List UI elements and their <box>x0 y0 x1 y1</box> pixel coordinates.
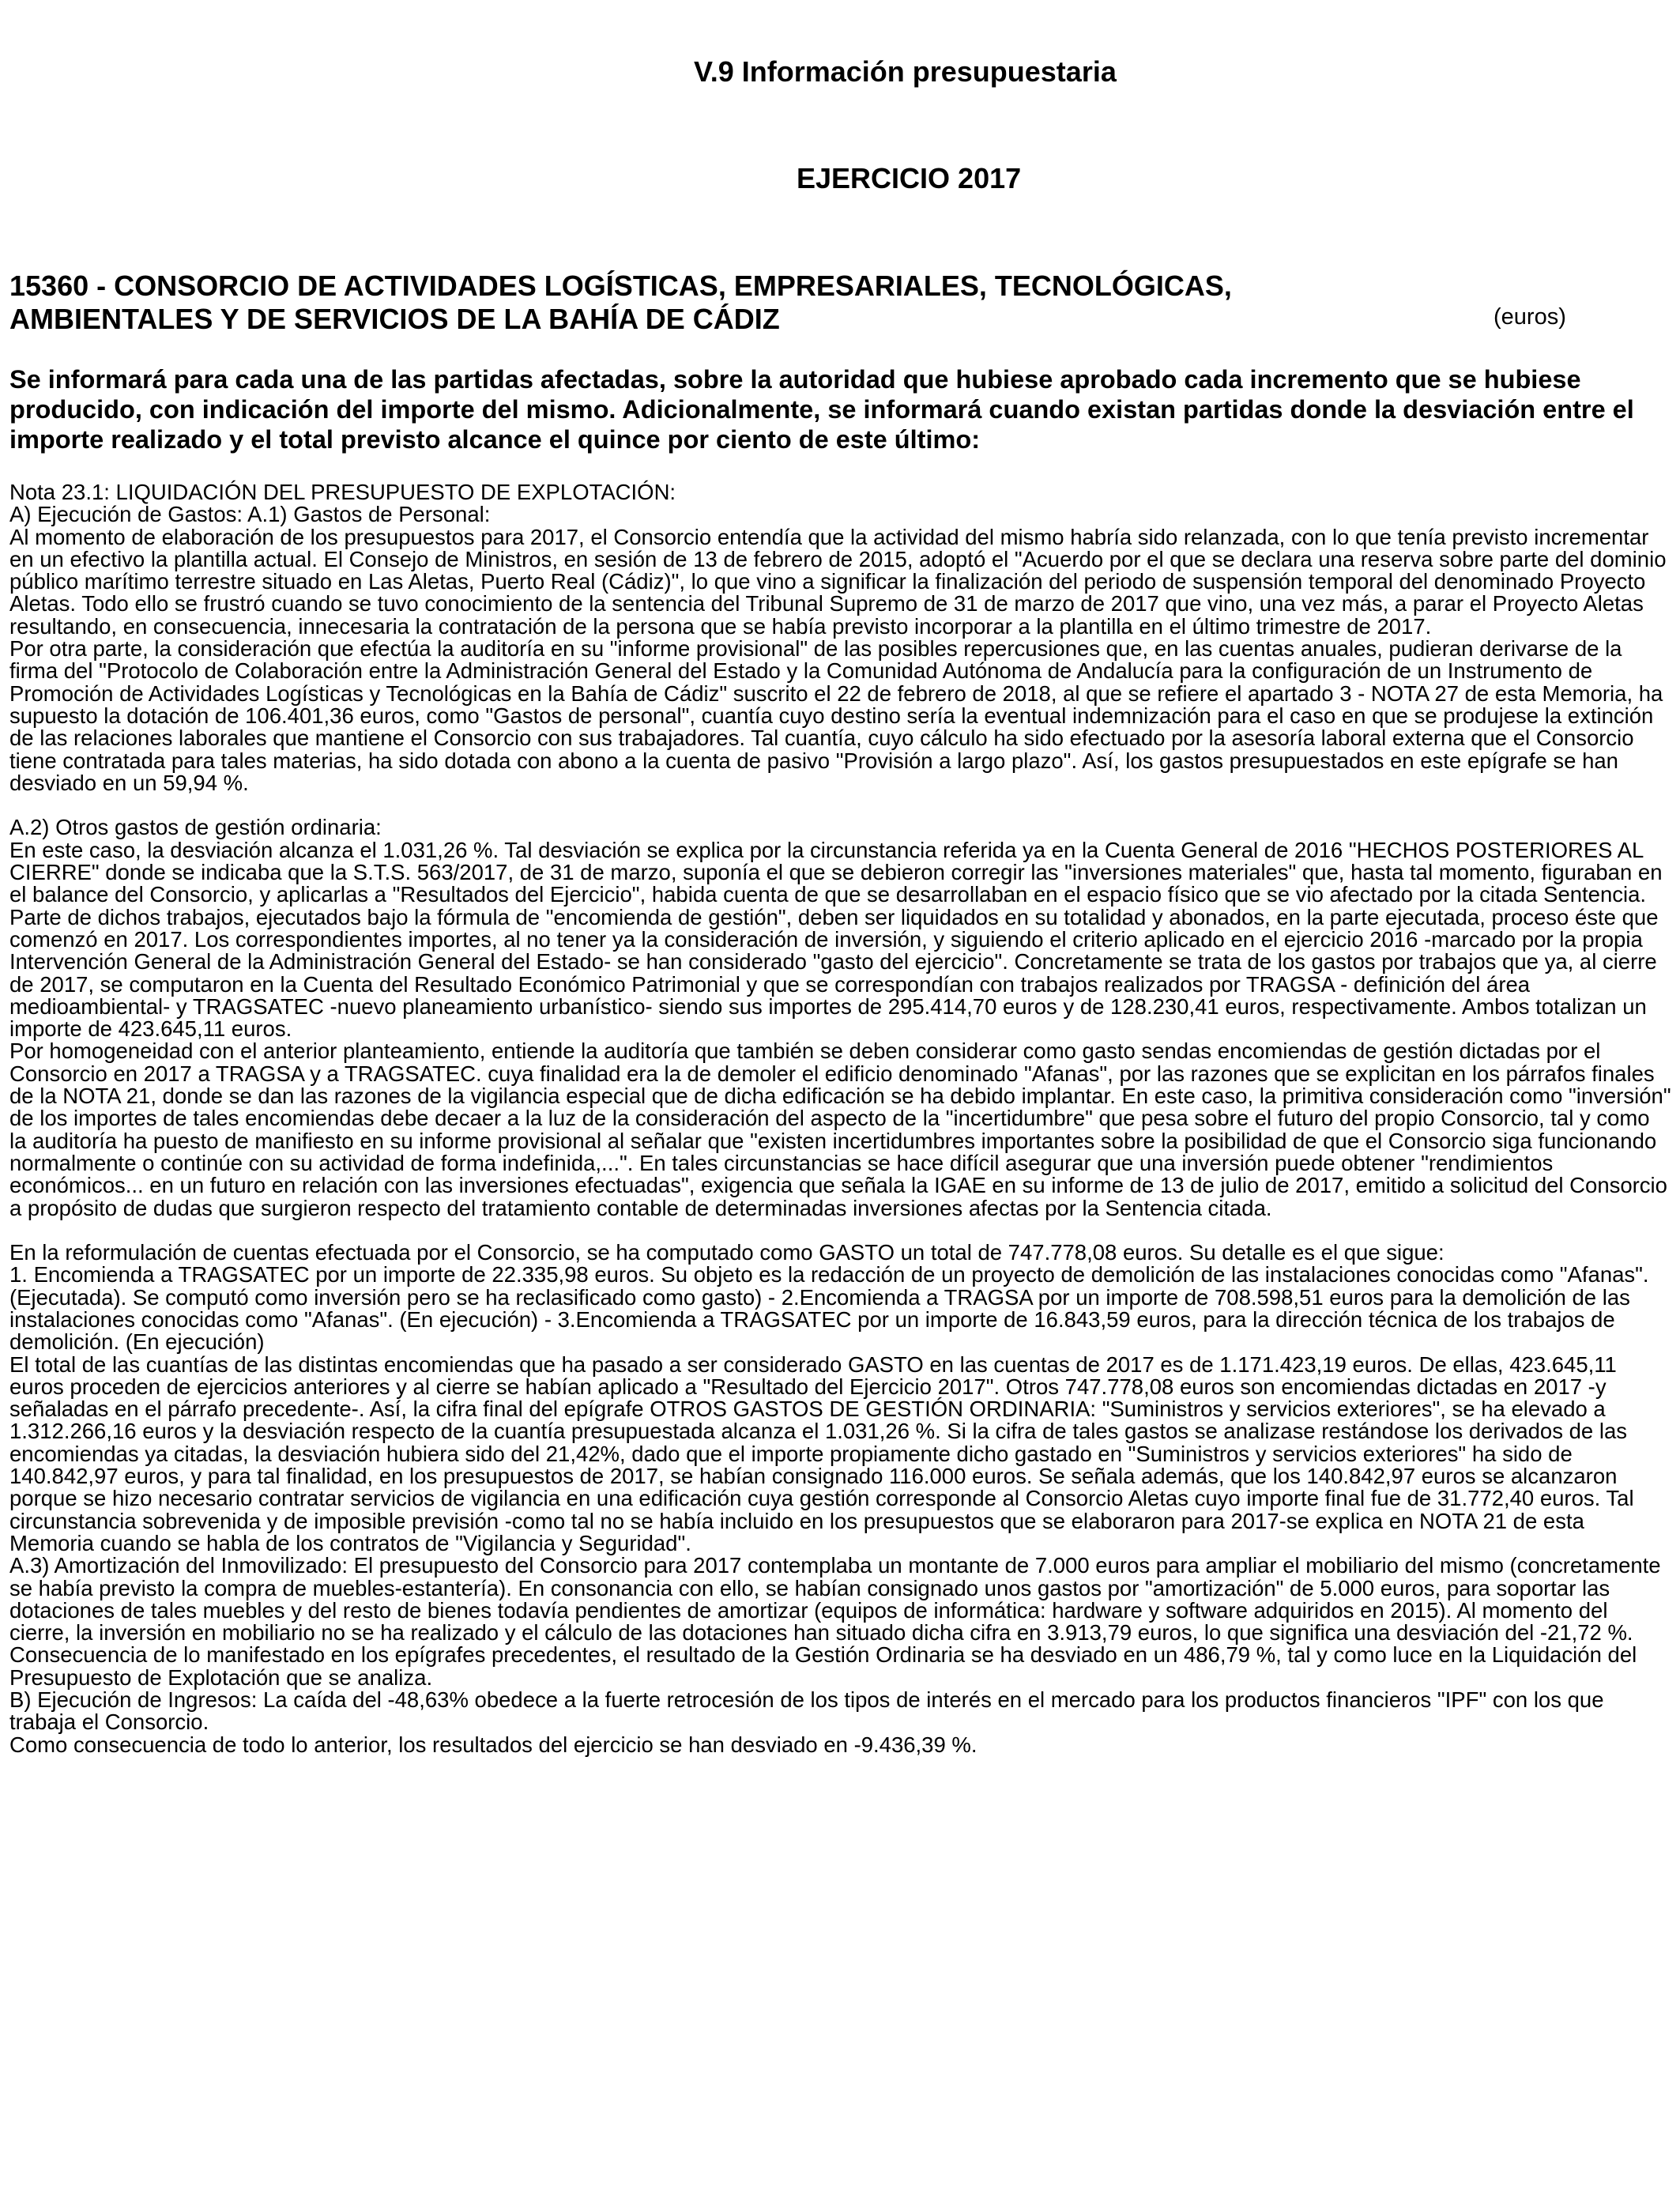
paragraph-audit-provision: Por otra parte, la consideración que efectúa la auditoría en su "informe provisional" de las posibles repercusiones que, en las cuentas anuales, pudieran derivarse de la firma del "Protocolo de Colaboración entre la Administración General del Estado y la Comunidad Autónoma de Andalucía para la configuración de un Instrumento de Promoción de Actividades Logísticas y Tecnológicas en la Bahía de Cádiz" suscrito el 22 de febrero de 2018, al que se refiere el apartado 3 - NOTA 27 de esta Memoria, ha supuesto la dotación de 106.401,36 euros, como "Gastos de personal", cuantía cuyo destino sería la eventual indemnización para el caso en que se produjese la extinción de las relaciones laborales que mantiene el Consorcio con sus trabajadores. Tal cuantía, cuyo cálculo ha sido efectuado por la asesoría laboral externa que el Consorcio tiene contratada para tales materias, ha sido dotada con abono a la cuenta de pasivo "Provisión a largo plazo". Así, los gastos presupuestados en este epígrafe se han desviado en un 59,94 %. <box>9 636 1663 795</box>
budget-notes <box>9 481 1672 1756</box>
fiscal-year-title: EJERCICIO 2017 <box>797 162 1022 194</box>
note-heading: Nota 23.1: LIQUIDACIÓN DEL PRESUPUESTO DE EXPLOTACIÓN: <box>9 480 676 504</box>
entity-name-line-2: AMBIENTALES Y DE SERVICIOS DE LA BAHÍA DE CÁDIZ <box>9 303 780 335</box>
section-title: V.9 Información presupuestaria <box>694 55 1117 88</box>
paragraph-deviation-explanation: En este caso, la desviación alcanza el 1.031,26 %. Tal desviación se explica por la circunstancia referida ya en la Cuenta General de 2016 "HECHOS POSTERIORES AL CIERRE" donde se indicaba que la S.T.S. 563/2017, de 31 de marzo, suponía el que se debieron corregir las "inversiones materiales" que, hasta tal momento, figuraban en el balance del Consorcio, y aplicarlas a "Resultados del Ejercicio", habida cuenta de que se desarrollaban en el espacio físico que se vio afectado por la citada Sentencia. Parte de dichos trabajos, ejecutados bajo la fórmula de "encomienda de gestión", deben ser liquidados en su totalidad y abonados, en la parte ejecutada, proceso éste que comenzó en 2017. Los correspondientes importes, al no tener ya la consideración de inversión, y siguiendo el criterio aplicado en el ejercicio 2016 -marcado por la propia Intervención General de la Administración General del Estado- se han considerado "gasto del ejercicio". Concretamente se trata de los gastos por trabajos que ya, al cierre de 2017, se computaron en la Cuenta del Resultado Económico Patrimonial y que se correspondían con trabajos realizados por TRAGSA - definición del área medioambiental- y TRAGSATEC -nuevo planeamiento urbanístico- siendo sus importes de 295.414,70 euros y de 128.230,41 euros, respectivamente. Ambos totalizan un importe de 423.645,11 euros. <box>9 837 1663 1042</box>
paragraph-amortization: A.3) Amortización del Inmovilizado: El presupuesto del Consorcio para 2017 contemplaba un montante de 7.000 euros para ampliar el mobiliario del mismo (concretamente se había previsto la compra de muebles-estantería). En consonancia con ello, se habían consignado unos gastos por "amortización" de 5.000 euros, para soportar las dotaciones de tales muebles y del resto de bienes todavía pendientes de amortizar (equipos de informática: hardware y software adquiridos en 2015). Al momento del cierre, la inversión en mobiliario no se ha realizado y el cálculo de las dotaciones han situado dicha cifra en 3.913,79 euros, lo que significa una desviación del -21,72 %. Consecuencia de lo manifestado en los epígrafes precedentes, el resultado de la Gestión Ordinaria se ha desviado en un 486,79 %, tal y como luce en la Liquidación del Presupuesto de Explotación que se analiza. <box>9 1553 1661 1690</box>
section-a1-heading: A) Ejecución de Gastos: A.1) Gastos de Personal: <box>9 502 491 527</box>
paragraph-spacer <box>9 1220 1672 1242</box>
paragraph-encomiendas-list: 1. Encomienda a TRAGSATEC por un importe de 22.335,98 euros. Su objeto es la redacción de un proyecto de demolición de las instalaciones conocidas como "Afanas". (Ejecutada). Se computó como inversión pero se ha reclasificado como gasto) - 2.Encomienda a TRAGSA por un importe de 708.598,51 euros para la demolición de las instalaciones conocidas como "Afanas". (En ejecución) - 3.Encomienda a TRAGSATEC por un importe de 16.843,59 euros, para la dirección técnica de los trabajos de demolición. (En ejecución) <box>9 1262 1649 1355</box>
currency-unit-label: (euros) <box>1494 304 1566 330</box>
paragraph-encomiendas-total: El total de las cuantías de las distintas encomiendas que ha pasado a ser considerado GASTO en las cuentas de 2017 es de 1.171.423,19 euros. De ellas, 423.645,11 euros proceden de ejercicios anteriores y al cierre se habían aplicado a "Resultado del Ejercicio 2017". Otros 747.778,08 euros son encomiendas dictadas en 2017 -y señaladas en el párrafo precedente-. Así, la cifra final del epígrafe OTROS GASTOS DE GESTIÓN ORDINARIA: "Suministros y servicios exteriores", se ha elevado a 1.312.266,16 euros y la desviación respecto de la cuantía presupuestada alcanza el 1.031,26 %. Si la cifra de tales gastos se analizase restándose los derivados de las encomiendas ya citadas, la desviación hubiera sido del 21,42%, dado que el importe propiamente dicho gastado en "Suministros y servicios exteriores" ha sido de 140.842,97 euros, y para tal finalidad, en los presupuestos de 2017, se habían consignado 116.000 euros. Se señala además, que los 140.842,97 euros se alcanzaron porque se hizo necesario contratar servicios de vigilancia en una edificación cuya gestión corresponde al Consorcio Aletas cuyo importe final fue de 31.772,40 euros. Tal circunstancia sobrevenida y de imposible previsión -como tal no se había incluido en los presupuestos que se elaboraron para 2017-se explica en NOTA 21 de esta Memoria cuando se habla de los contratos de "Vigilancia y Seguridad". <box>9 1351 1634 1555</box>
paragraph-personnel-budget: Al momento de elaboración de los presupuestos para 2017, el Consorcio entendía que la actividad del mismo habría sido relanzada, con lo que tenía previsto incrementar en un efectivo la plantilla actual. El Consejo de Ministros, en sesión de 13 de febrero de 2015, adoptó el "Acuerdo por el que se declara una reserva sobre parte del dominio público marítimo terrestre situado en Las Aletas, Puerto Real (Cádiz)", lo que vino a significar la finalización del periodo de suspensión temporal del denominado Proyecto Aletas. Todo ello se frustró cuando se tuvo conocimiento de la sentencia del Tribunal Supremo de 31 de marzo de 2017 que vino, una vez más, a parar el Proyecto Aletas resultando, en consecuencia, innecesaria la contratación de la persona que se había previsto incorporar a la plantilla en el último trimestre de 2017. <box>9 524 1667 639</box>
entity-name-line-1: 15360 - CONSORCIO DE ACTIVIDADES LOGÍSTICAS, EMPRESARIALES, TECNOLÓGICAS, <box>9 270 1232 302</box>
paragraph-spacer <box>9 794 1672 816</box>
instructions-paragraph: Se informará para cada una de las partidas afectadas, sobre la autoridad que hubiese aprobado cada incremento que se hubiese producido, con indicación del importe del mismo. Adicionalmente, se informará cuando existan partidas donde la desviación entre el importe realizado y el total previsto alcance el quince por ciento de este último: <box>9 365 1634 454</box>
paragraph-income-execution: B) Ejecución de Ingresos: La caída del -48,63% obedece a la fuerte retrocesión de los tipos de interés en el mercado para los productos financieros "IPF" con los que trabaja el Consorcio. <box>9 1687 1604 1735</box>
paragraph-homogeneity: Por homogeneidad con el anterior planteamiento, entiende la auditoría que también se deben considerar como gasto sendas encomiendas de gestión dictadas por el Consorcio en 2017 a TRAGSA y a TRAGSATEC. cuya finalidad era la de demoler el edificio denominado "Afanas", por las razones que se explicitan en los párrafos finales de la NOTA 21, donde se dan las razones de la vigilancia especial que de dicha edificación se ha debido implantar. En este caso, la primitiva consideración como "inversión" de los importes de tales encomiendas debe decaer a la luz de la consideración del aspecto de la "incertidumbre" que pesa sobre el futuro del propio Consorcio, tal y como la auditoría ha puesto de manifiesto en su informe provisional al señalar que "existen incertidumbres importantes sobre la posibilidad de que el Consorcio siga funcionando normalmente o continúe con su actividad de forma indefinida,...". En tales circunstancias se hace difícil asegurar que una inversión puede obtener "rendimientos económicos... en un futuro en relación con las inversiones efectuadas", exigencia que señala la IGAE en su informe de 13 de julio de 2017, emitido a solicitud del Consorcio a propósito de dudas que surgieron respecto del tratamiento contable de determinadas inversiones afectas por la Sentencia citada. <box>9 1039 1671 1220</box>
paragraph-reformulation: En la reformulación de cuentas efectuada por el Consorcio, se ha computado como GASTO un total de 747.778,08 euros. Su detalle es el que sigue: <box>9 1240 1445 1265</box>
paragraph-conclusion: Como consecuencia de todo lo anterior, los resultados del ejercicio se han desviado en -9.436,39 %. <box>9 1732 977 1757</box>
section-a2-heading: A.2) Otros gastos de gestión ordinaria: <box>9 815 382 840</box>
entity-heading <box>9 270 1353 336</box>
